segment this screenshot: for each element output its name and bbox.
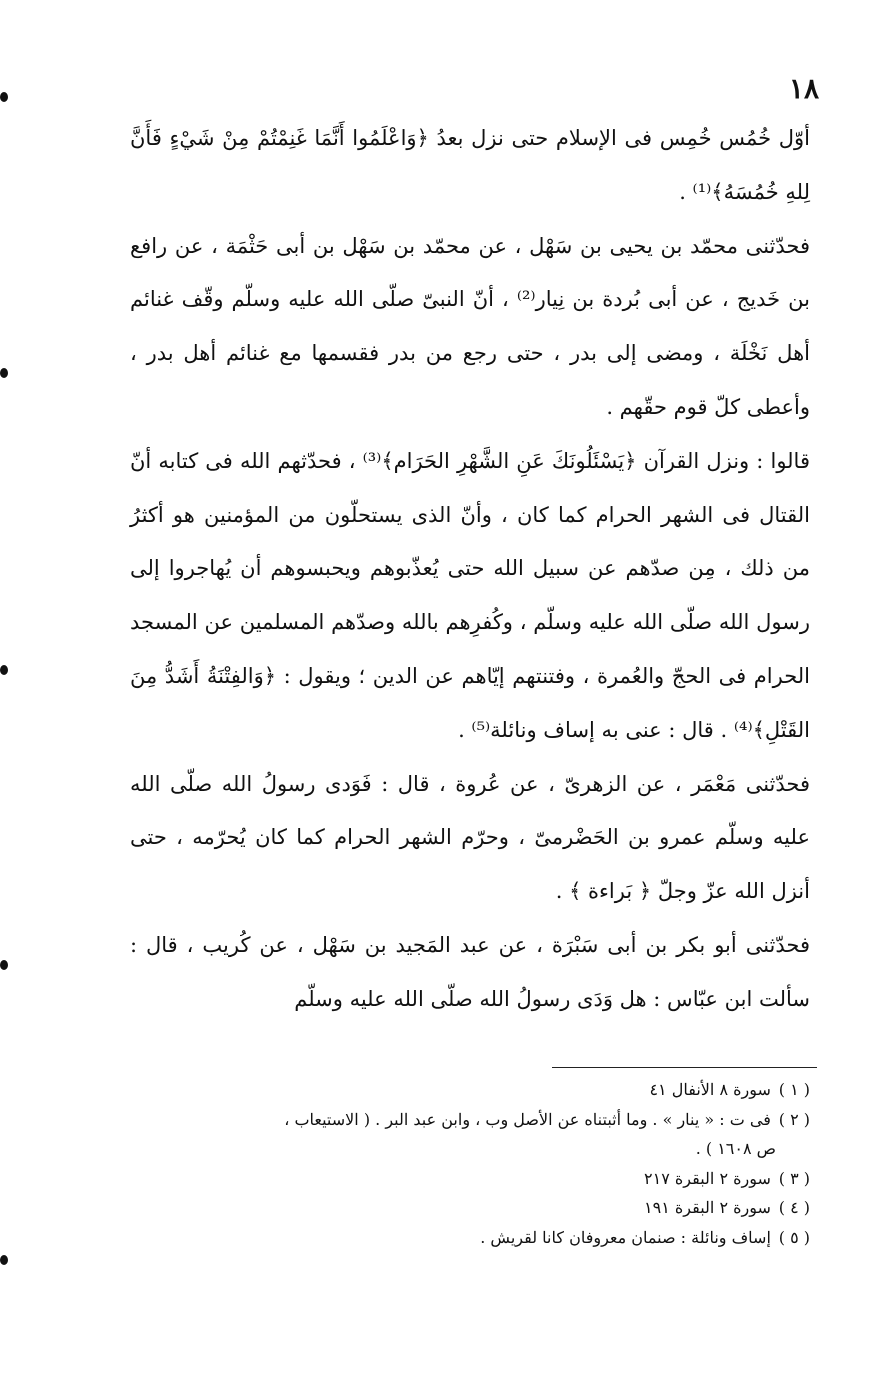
paragraph: فحدّثنى محمّد بن يحيى بن سَهْل ، عن محمّد بن سَهْل بن أبى حَثْمَة ، عن رافع بن خَديج ، عن أبى بُردة بن نِيار⁽²⁾ ، أنّ النبىّ صلّى الله عليه وسلّم وقّف غنائم أهل نَخْلَة ، ومضى إلى بدر ، حتى رجع من بدر فقسمها مع غنائم أهل بدر ، وأعطى كلّ قوم حقّهم . (130, 233, 810, 419)
footnote-text: سورة ٢ البقرة ٢١٧ (644, 1168, 771, 1188)
footnote (120, 1105, 810, 1135)
main-text (130, 112, 810, 1027)
scan-margin-mark (0, 92, 8, 102)
footnote-number: ( ٢ ) (778, 1109, 810, 1129)
scan-margin-mark (0, 368, 8, 378)
footnote-text: فى ت : « ينار » . وما أثبتناه عن الأصل وب ، وابن عبد البر . ( الاستيعاب ، (284, 1109, 771, 1129)
footnote-divider (552, 1067, 817, 1068)
footnote-text: سورة ٢ البقرة ١٩١ (644, 1198, 771, 1217)
footnote (120, 1193, 810, 1223)
footnote (120, 1075, 810, 1105)
scan-margin-mark (0, 1255, 8, 1265)
paragraph: فحدّثنى مَعْمَر ، عن الزهرىّ ، عن عُروة ، قال : فَوَدى رسولُ الله صلّى الله عليه وسلّم عمرو بن الحَضْرمىّ ، وحرّم الشهر الحرام كما كان يُحرّمه ، حتى أنزل الله عزّ وجلّ ﴿ بَراءة ﴾ . (130, 771, 810, 904)
footnote-number: ( ٣ ) (778, 1168, 810, 1188)
scan-margin-mark (0, 665, 8, 675)
footnote-text: سورة ٨ الأنفال ٤١ (649, 1080, 771, 1099)
footnote-number: ( ٤ ) (778, 1198, 810, 1217)
footnote-number: ( ١ ) (778, 1080, 810, 1099)
footnotes (120, 1075, 810, 1252)
paragraph: فحدّثنى أبو بكر بن أبى سَبْرَة ، عن عبد المَجيد بن سَهْل ، عن كُريب ، قال : سألت ابن عبّاس : هل وَدَى رسولُ الله صلّى الله عليه وسلّم (130, 932, 810, 1011)
footnote-text: إساف ونائلة : صنمان معروفان كانا لقريش . (480, 1227, 771, 1247)
footnote (120, 1164, 810, 1194)
scan-margin-mark (0, 960, 8, 970)
footnote-continuation: ص ١٦٠٨ ) . (695, 1139, 776, 1158)
paragraph: قالوا : ونزل القرآن ﴿يَسْئَلُونَكَ عَنِ الشَّهْرِ الحَرَام﴾⁽³⁾ ، فحدّثهم الله فى كتابه أنّ القتال فى الشهر الحرام كما كان ، وأنّ الذى يستحلّون من المؤمنين هو أكثرُ من ذلك ، مِن صدّهم عن سبيل الله حتى يُعذّبوهم ويحبسوهم أن يُهاجروا إلى رسول الله صلّى الله عليه وسلّم ، وكُفرِهم بالله وصدّهم المسلمين عن المسجد الحرام فى الحجّ والعُمرة ، وفتنتهم إيّاهم عن الدين ؛ ويقول : ﴿وَالفِتْنَةُ أَشَدُّ مِنَ القَتْلِ﴾⁽⁴⁾ . قال : عنى به إساف ونائلة⁽⁵⁾ . (130, 448, 810, 742)
paragraph: أوّل خُمُس خُمِس فى الإسلام حتى نزل بعدُ ﴿وَاعْلَمُوا أَنَّمَا غَنِمْتُمْ مِنْ شَيْءٍ فَأَنَّ لِلهِ خُمُسَهُ﴾⁽¹⁾ . (130, 126, 810, 204)
footnote-number: ( ٥ ) (778, 1227, 810, 1247)
page-number: ١٨ (788, 72, 819, 105)
footnote (120, 1223, 810, 1253)
